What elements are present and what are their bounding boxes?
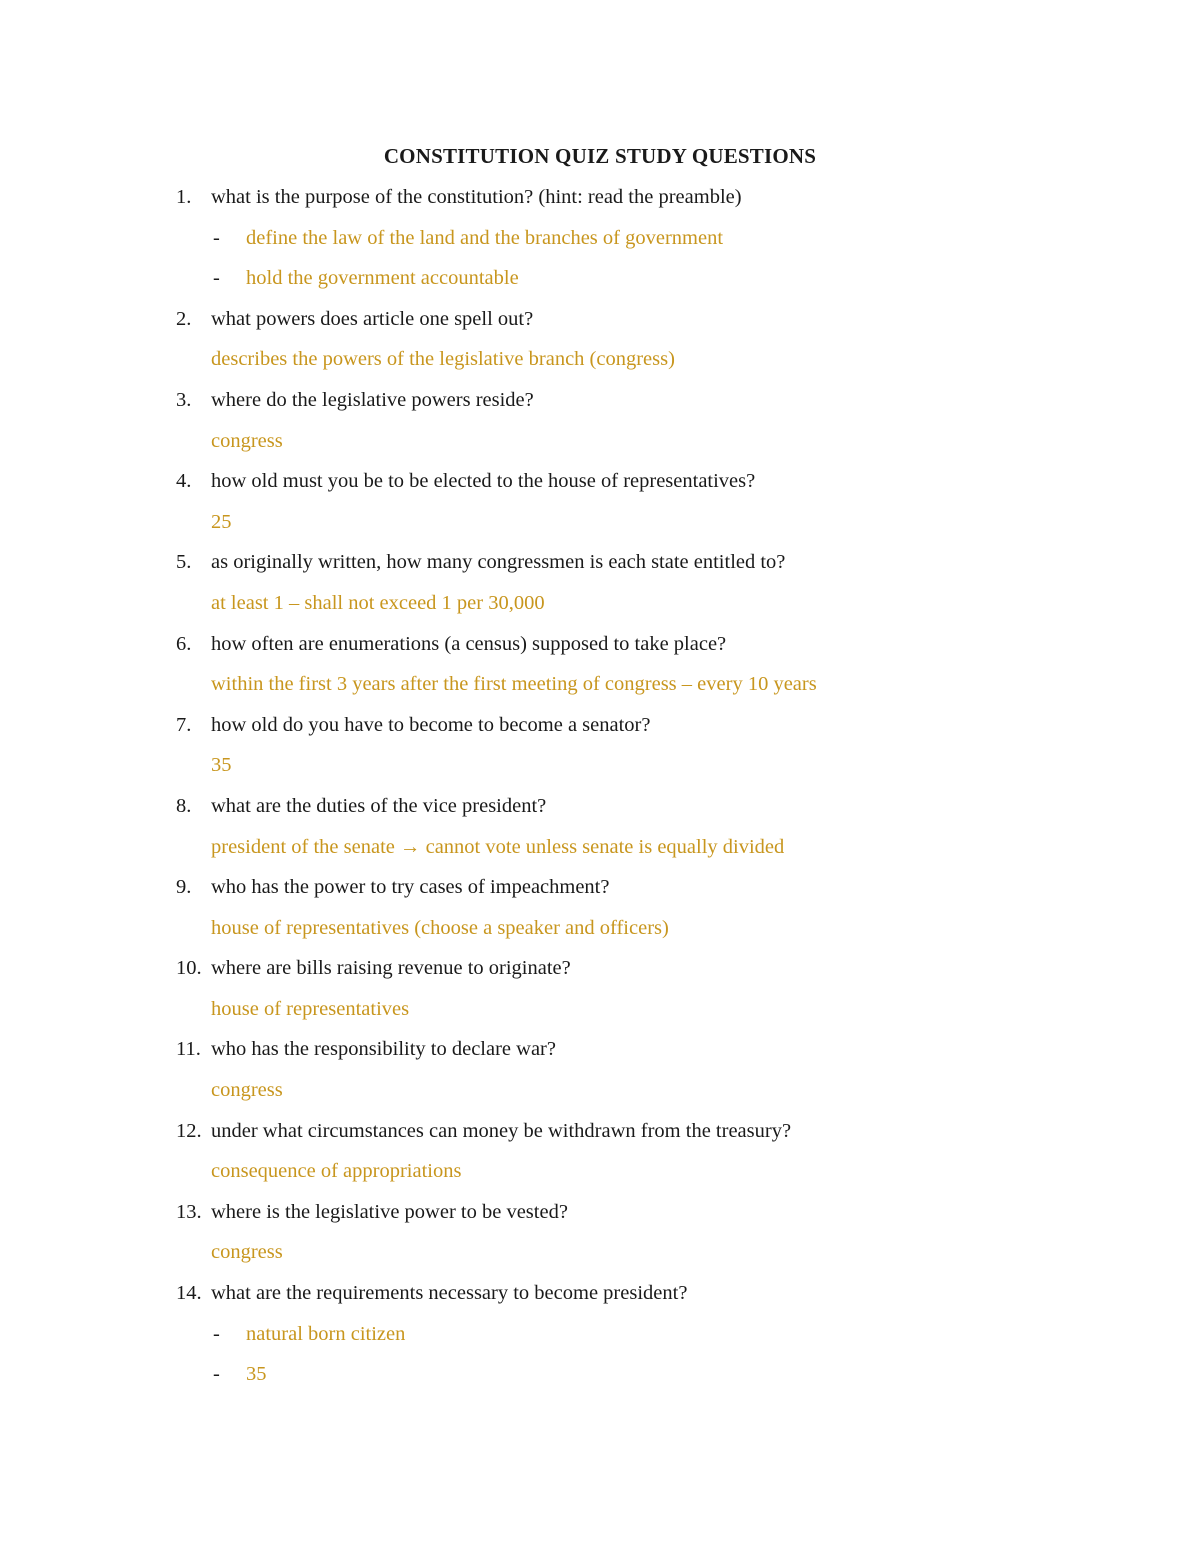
question-number: 2. — [176, 307, 192, 330]
question-text: as originally written, how many congressmen is each state entitled to? — [211, 551, 786, 574]
question-item — [0, 627, 1200, 668]
answer-bullet — [0, 1357, 1200, 1398]
question-text: what powers does article one spell out? — [211, 307, 534, 330]
answer-text: 35 — [246, 1363, 267, 1386]
answer-text: natural born citizen — [246, 1322, 406, 1345]
question-number: 10. — [176, 957, 202, 980]
answer-line — [0, 1154, 1200, 1195]
question-number: 7. — [176, 713, 192, 736]
question-number: 8. — [176, 794, 192, 817]
answer-text: at least 1 – shall not exceed 1 per 30,000 — [211, 591, 545, 614]
question-item — [0, 1032, 1200, 1073]
question-item — [0, 870, 1200, 911]
answer-line — [0, 830, 1200, 871]
question-number: 13. — [176, 1200, 202, 1223]
answer-line — [0, 505, 1200, 546]
bullet-dash: - — [213, 1322, 220, 1345]
answer-text: congress — [211, 1079, 283, 1102]
bullet-dash: - — [213, 267, 220, 290]
question-item — [0, 1114, 1200, 1155]
question-item — [0, 1195, 1200, 1236]
answer-text: hold the government accountable — [246, 267, 519, 290]
question-number: 5. — [176, 551, 192, 574]
question-item — [0, 789, 1200, 830]
answer-line — [0, 1073, 1200, 1114]
question-text: how often are enumerations (a census) supposed to take place? — [211, 632, 727, 655]
question-number: 12. — [176, 1119, 202, 1142]
answer-bullet — [0, 221, 1200, 262]
question-number: 11. — [176, 1038, 201, 1061]
question-item — [0, 302, 1200, 343]
question-text: how old must you be to be elected to the house of representatives? — [211, 470, 756, 493]
answer-text: president of the senate → cannot vote unless senate is equally divided — [211, 835, 785, 858]
question-number: 9. — [176, 876, 192, 899]
question-item — [0, 708, 1200, 749]
question-number: 4. — [176, 470, 192, 493]
answer-text: 25 — [211, 510, 232, 533]
question-number: 3. — [176, 388, 192, 411]
answer-text: 35 — [211, 754, 232, 777]
question-item — [0, 383, 1200, 424]
answer-text: within the first 3 years after the first meeting of congress – every 10 years — [211, 673, 817, 696]
answer-text: define the law of the land and the branches of government — [246, 226, 724, 249]
question-text: where is the legislative power to be vested? — [211, 1200, 568, 1223]
question-item — [0, 545, 1200, 586]
answer-text: congress — [211, 429, 283, 452]
question-item — [0, 464, 1200, 505]
question-text: under what circumstances can money be withdrawn from the treasury? — [211, 1119, 792, 1142]
bullet-dash: - — [213, 1363, 220, 1386]
answer-line — [0, 424, 1200, 465]
question-item — [0, 180, 1200, 221]
answer-bullet — [0, 261, 1200, 302]
question-text: where are bills raising revenue to originate? — [211, 957, 571, 980]
question-item — [0, 951, 1200, 992]
question-text: how old do you have to become to become a senator? — [211, 713, 651, 736]
question-number: 6. — [176, 632, 192, 655]
answer-text: congress — [211, 1241, 283, 1264]
answer-text: house of representatives — [211, 997, 410, 1020]
answer-line — [0, 992, 1200, 1033]
question-number: 1. — [176, 186, 192, 208]
question-number: 14. — [176, 1282, 202, 1305]
question-text: what is the purpose of the constitution? (hint: read the preamble) — [211, 186, 742, 208]
question-text: who has the responsibility to declare war? — [211, 1038, 556, 1061]
question-list — [0, 180, 1200, 1398]
question-text: where do the legislative powers reside? — [211, 388, 534, 411]
answer-text: consequence of appropriations — [211, 1160, 462, 1183]
question-text: what are the requirements necessary to become president? — [211, 1282, 688, 1305]
answer-line — [0, 1235, 1200, 1276]
bullet-dash: - — [213, 226, 220, 249]
answer-line — [0, 586, 1200, 627]
answer-text: describes the powers of the legislative branch (congress) — [211, 348, 675, 371]
answer-line — [0, 342, 1200, 383]
question-text: who has the power to try cases of impeachment? — [211, 876, 610, 899]
answer-bullet — [0, 1317, 1200, 1358]
question-item — [0, 1276, 1200, 1317]
page-title: CONSTITUTION QUIZ STUDY QUESTIONS — [383, 144, 817, 168]
answer-line — [0, 667, 1200, 708]
answer-text: house of representatives (choose a speaker and officers) — [211, 916, 669, 939]
answer-line — [0, 748, 1200, 789]
answer-line — [0, 911, 1200, 952]
question-text: what are the duties of the vice president? — [211, 794, 547, 817]
